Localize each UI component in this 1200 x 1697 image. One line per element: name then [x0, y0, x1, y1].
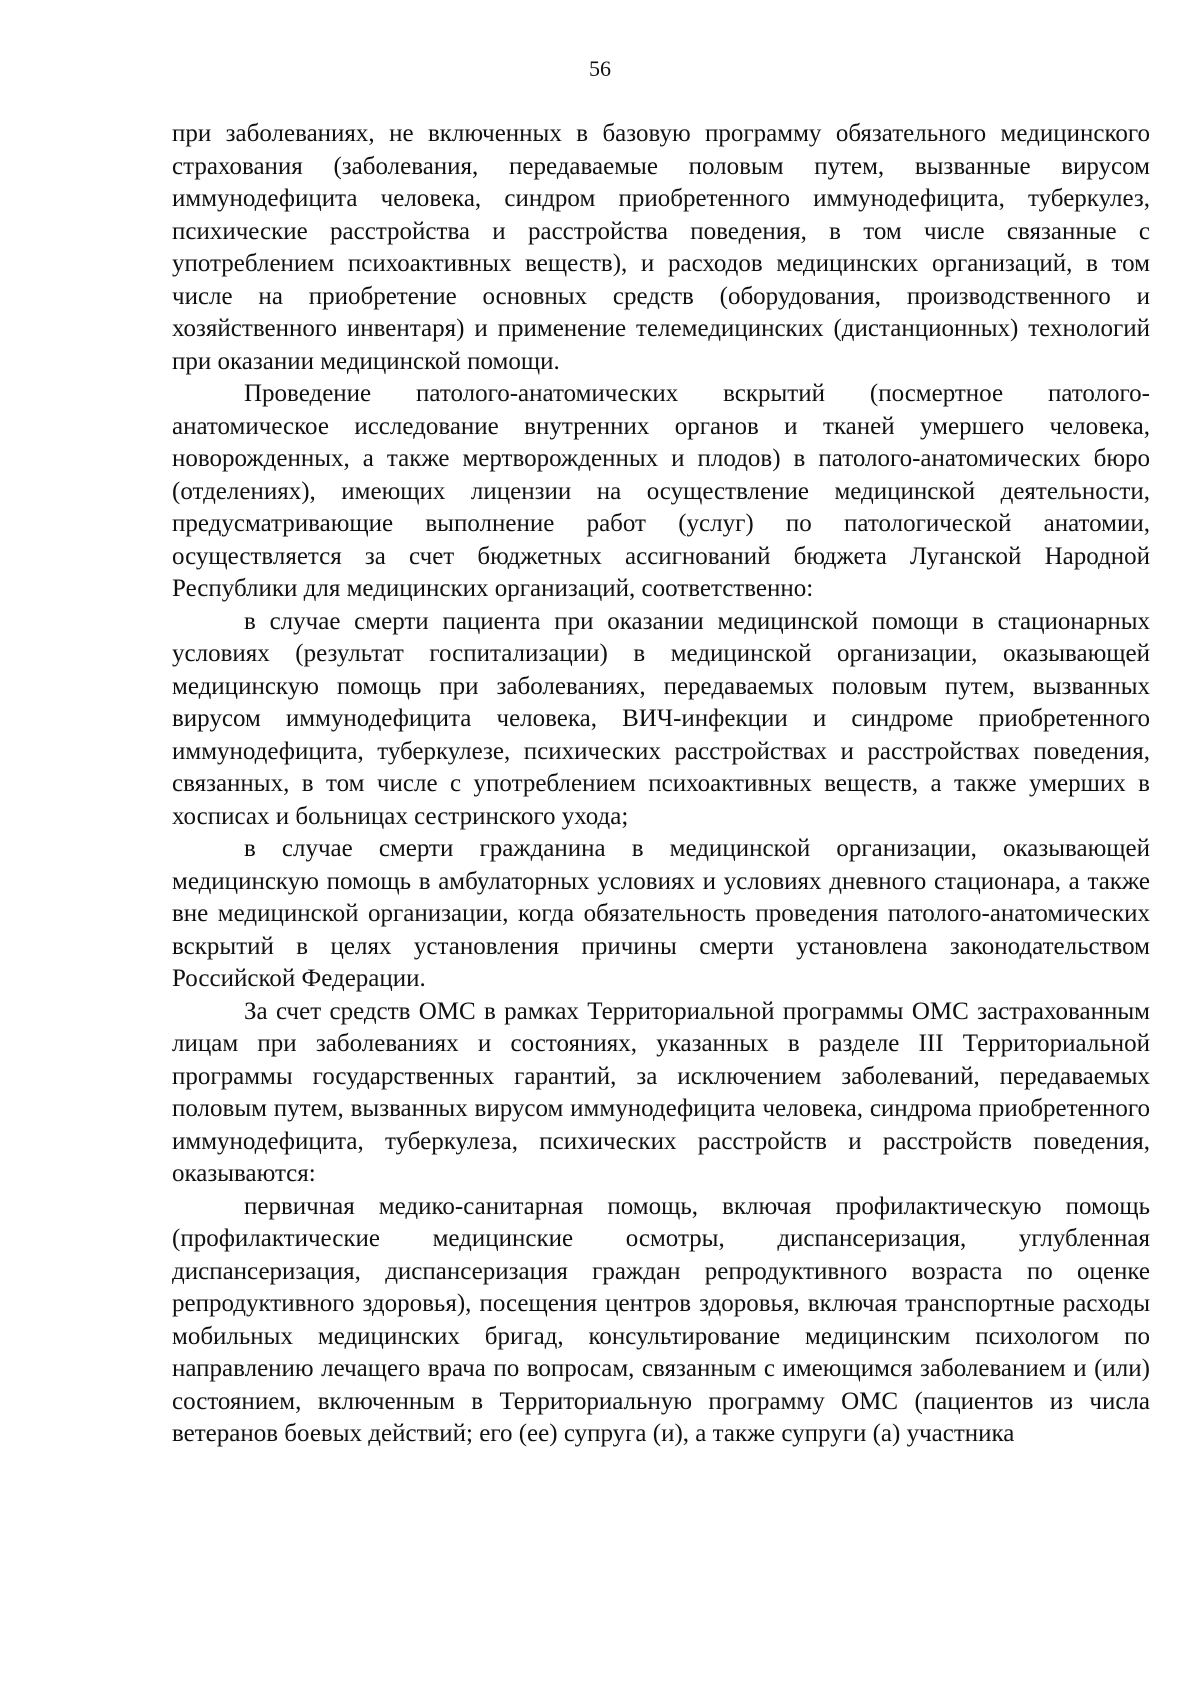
paragraph-4: в случае смерти гражданина в медицинской организации, оказывающей медицинскую помощь в амбулаторных условиях и условиях дневного стационара, а также вне медицинской организации, когда обязательность проведения патолого-анатомических вскрытий в целях установления причины смерти установлена законодательством Российской Федерации.	[172, 835, 1150, 992]
paragraph-5: За счет средств ОМС в рамках Территориальной программы ОМС застрахованным лицам при заболеваниях и состояниях, указанных в разделе III Территориальной программы государственных гарантий, за исключением заболеваний, передаваемых половым путем, вызванных вирусом иммунодефицита человека, синдрома приобретенного иммунодефицита, туберкулеза, психических расстройств и расстройств поведения, оказываются:	[172, 997, 1150, 1187]
document-body	[172, 118, 1150, 1451]
paragraph-3: в случае смерти пациента при оказании медицинской помощи в стационарных условиях (результат госпитализации) в медицинской организации, оказывающей медицинскую помощь при заболеваниях, передаваемых половым путем, вызванных вирусом иммунодефицита человека, ВИЧ-инфекции и синдроме приобретенного иммунодефицита, туберкулезе, психических расстройствах и расстройствах поведения, связанных, в том числе с употреблением психоактивных веществ, а также умерших в хосписах и больницах сестринского ухода;	[172, 607, 1150, 830]
paragraph-6: первичная медико-санитарная помощь, включая профилактическую помощь (профилактические медицинские осмотры, диспансеризация, углубленная диспансеризация, диспансеризация граждан репродуктивного возраста по оценке репродуктивного здоровья), посещения центров здоровья, включая транспортные расходы мобильных медицинских бригад, консультирование медицинским психологом по направлению лечащего врача по вопросам, связанным с имеющимся заболеванием и (или) состоянием, включенным в Территориальную программу ОМС (пациентов из числа ветеранов боевых действий; его (ее) супруга (и), а также супруги (а) участника	[172, 1192, 1150, 1447]
paragraph-1: при заболеваниях, не включенных в базовую программу обязательного медицинского страхования (заболевания, передаваемые половым путем, вызванные вирусом иммунодефицита человека, синдром приобретенного иммунодефицита, туберкулез, психические расстройства и расстройства поведения, в том числе связанные с употреблением психоактивных веществ), и расходов медицинских организаций, в том числе на приобретение основных средств (оборудования, производственного и хозяйственного инвентаря) и применение телемедицинских (дистанционных) технологий при оказании медицинской помощи.	[172, 120, 1150, 375]
paragraph-2: Проведение патолого-анатомических вскрытий (посмертное патолого-анатомическое исследование внутренних органов и тканей умершего человека, новорожденных, а также мертворожденных и плодов) в патолого-анатомических бюро (отделениях), имеющих лицензии на осуществление медицинской деятельности, предусматривающие выполнение работ (услуг) по патологической анатомии, осуществляется за счет бюджетных ассигнований бюджета Луганской Народной Республики для медицинских организаций, соответственно:	[172, 380, 1150, 602]
page-number: 56	[589, 56, 611, 81]
